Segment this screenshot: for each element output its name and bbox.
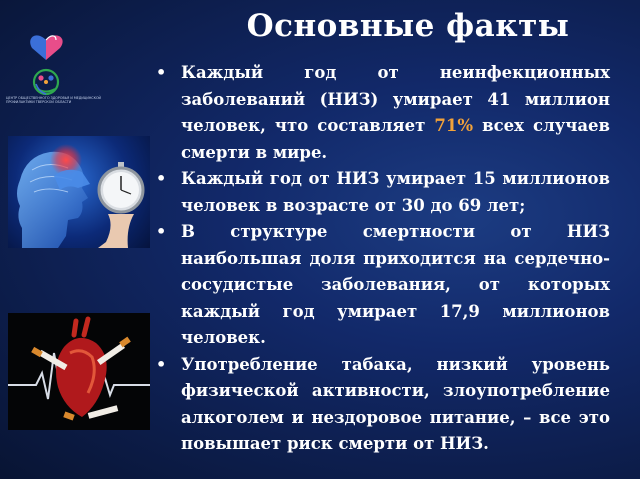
fact-3-text: В структуре смертности от НИЗ наибольшая доля приходится на сердечно-сосудистые заболевания, от которых каждый год умирает 17,9 миллионов человек. bbox=[181, 222, 610, 347]
list-item bbox=[152, 60, 610, 166]
fact-4-text: Употребление табака, низкий уровень физической активности, злоупотребление алкоголем и нездоровое питание, – все это повышает риск смерти от НИЗ. bbox=[181, 354, 610, 453]
fact-1-text-end: всех случаев смерти в мире. bbox=[181, 116, 610, 162]
heart-cigarettes-image bbox=[8, 313, 150, 430]
fact-1-highlight: 71% bbox=[434, 116, 474, 135]
fact-1-text-start: Каждый год от неинфекционных заболеваний (НИЗ) умирает 41 миллион человек, что составляет bbox=[181, 63, 610, 135]
facts-list bbox=[152, 60, 610, 458]
bullet-icon: • bbox=[156, 63, 167, 82]
headache-clock-image bbox=[8, 136, 150, 248]
bullet-icon: • bbox=[156, 354, 167, 374]
slide-title: Основные факты bbox=[246, 8, 570, 44]
list-item bbox=[152, 166, 610, 219]
list-item bbox=[152, 219, 610, 352]
bullet-icon: • bbox=[156, 222, 167, 241]
list-item bbox=[152, 352, 610, 458]
stopwatch-icon bbox=[98, 162, 143, 248]
logo-caption: ЦЕНТР ОБЩЕСТВЕННОГО ЗДОРОВЬЯ И МЕДИЦИНСКОЙ ПРОФИЛАКТИКИ ТВЕРСКОЙ ОБЛАСТИ bbox=[6, 96, 102, 104]
fact-2-text: Каждый год от НИЗ умирает 15 миллионов человек в возрасте от 30 до 69 лет; bbox=[181, 169, 610, 215]
bullet-icon: • bbox=[156, 169, 167, 188]
